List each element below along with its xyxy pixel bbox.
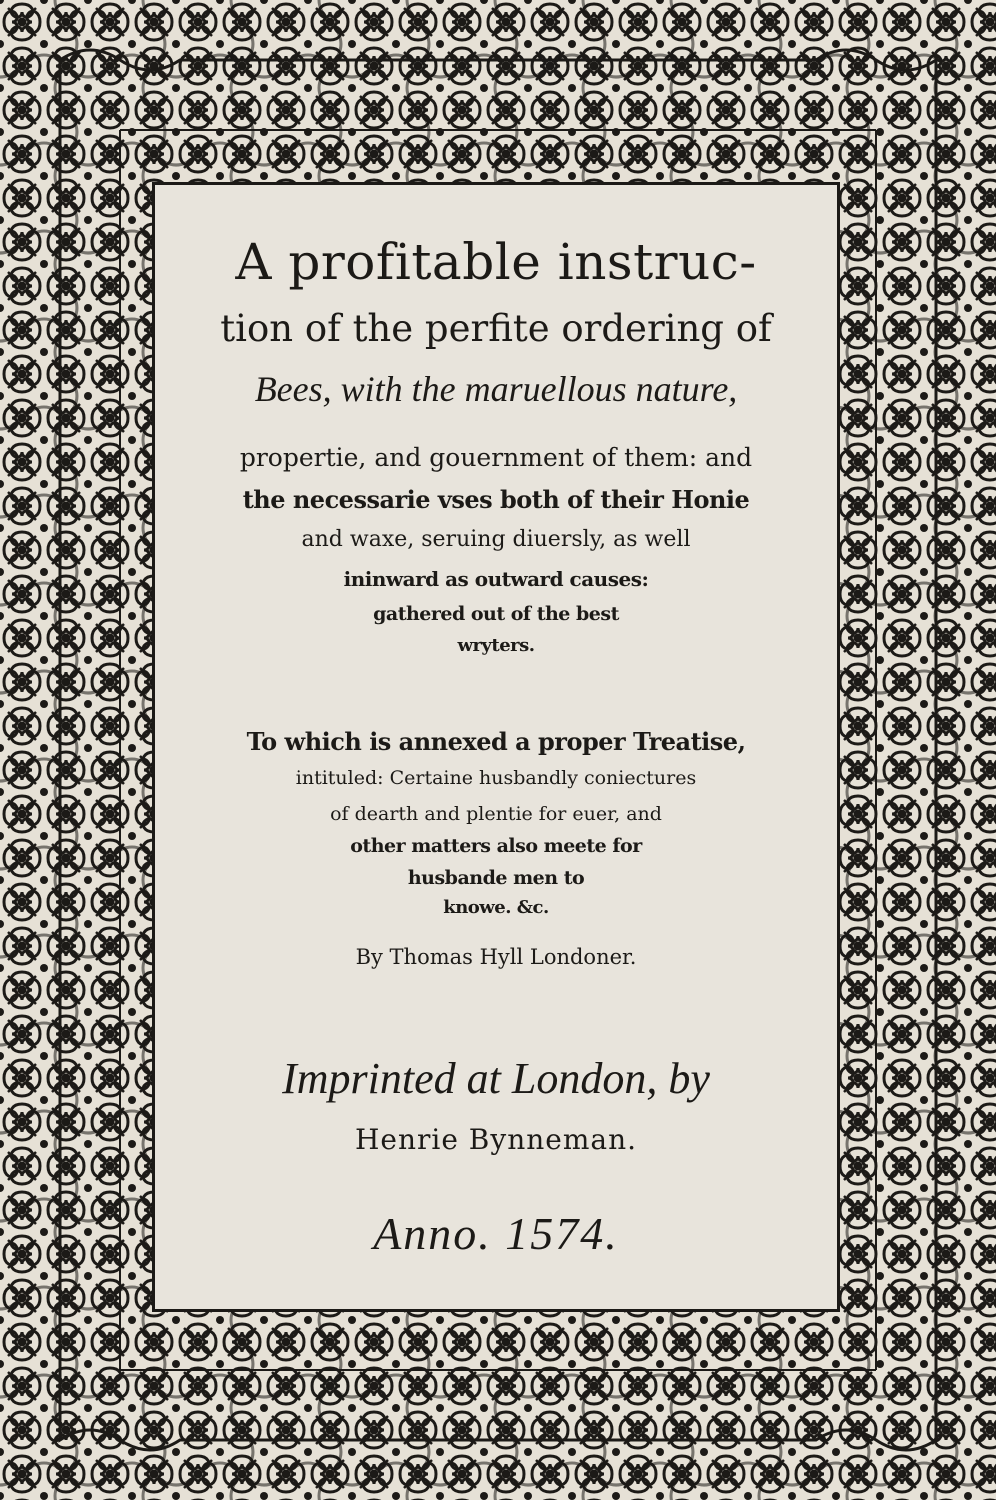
title-line-8: gathered out of the best — [373, 603, 619, 625]
annex-line-5: husbande men to — [407, 867, 585, 889]
imprint-line-2: Henrie Bynneman. — [354, 1123, 638, 1156]
title-line-1: A profitable instruc- — [235, 233, 757, 291]
title-line-4: propertie, and gouernment of them: and — [239, 443, 753, 472]
annex-line-4: other matters also meete for — [350, 835, 642, 857]
annex-line-1: To which is annexed a proper Treatise, — [246, 727, 746, 756]
title-line-5: the necessarie vses both of their Honie — [242, 485, 750, 514]
annex-line-6: knowe. &c. — [443, 897, 549, 918]
imprint-line-1: Imprinted at London, by — [282, 1054, 710, 1103]
title-line-7: ininward as outward causes: — [343, 567, 649, 591]
date-line: Anno. 1574. — [373, 1208, 619, 1259]
annex-line-3: of dearth and plentie for euer, and — [330, 803, 662, 825]
title-line-6: and waxe, seruing diuersly, as well — [301, 527, 691, 552]
author-line: By Thomas Hyll Londoner. — [355, 945, 637, 969]
annex-line-2: intituled: Certaine husbandly coniectures — [295, 767, 697, 789]
title-line-2: tion of the perfite ordering of — [220, 307, 772, 350]
title-line-3: Bees, with the maruellous nature, — [254, 369, 738, 409]
title-line-9: wryters. — [457, 635, 535, 656]
title-text-panel — [152, 182, 840, 1312]
